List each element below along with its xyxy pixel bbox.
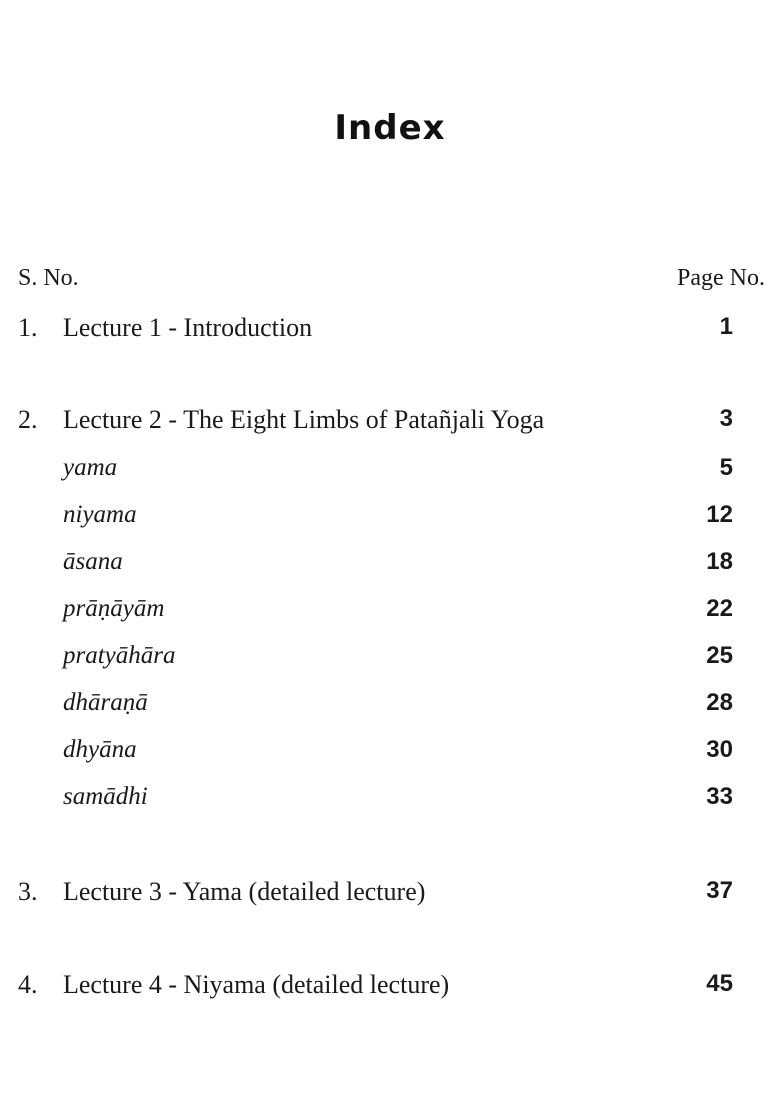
entry-title: niyama <box>63 501 137 528</box>
entry-page-number: 12 <box>706 501 733 528</box>
entry-page-number: 18 <box>706 548 733 575</box>
entry-page-number: 30 <box>706 736 733 763</box>
page-number-header: Page No. <box>677 265 765 291</box>
serial-number-header: S. No. <box>18 265 79 291</box>
entry-title: pratyāhāra <box>63 642 176 669</box>
index-entry <box>0 454 780 490</box>
entry-number: 3. <box>18 877 38 906</box>
index-entry <box>0 783 780 819</box>
index-entry <box>0 689 780 725</box>
index-entry <box>0 501 780 537</box>
entry-title: samādhi <box>63 783 148 810</box>
entry-title: Lecture 3 - Yama (detailed lecture) <box>63 877 426 906</box>
entry-title: dhyāna <box>63 736 137 763</box>
entry-title: Lecture 4 - Niyama (detailed lecture) <box>63 970 450 999</box>
entry-title: yama <box>63 454 118 481</box>
index-entry <box>0 548 780 584</box>
entry-number: 4. <box>18 970 38 999</box>
entry-page-number: 37 <box>706 877 733 904</box>
entry-title: Lecture 2 - The Eight Limbs of Patañjali Yoga <box>63 405 545 434</box>
index-entry <box>0 877 780 913</box>
entry-page-number: 33 <box>706 783 733 810</box>
entry-title: dhāraṇā <box>63 689 148 716</box>
entry-number: 2. <box>18 405 38 434</box>
entry-page-number: 5 <box>719 454 733 481</box>
index-entry <box>0 595 780 631</box>
index-entry <box>0 736 780 772</box>
entry-title: āsana <box>63 548 123 575</box>
entry-page-number: 45 <box>706 970 733 997</box>
entry-page-number: 25 <box>706 642 733 669</box>
entry-number: 1. <box>18 313 38 342</box>
index-entry <box>0 970 780 1006</box>
entry-page-number: 3 <box>719 405 733 432</box>
index-entry <box>0 642 780 678</box>
entry-page-number: 22 <box>706 595 733 622</box>
entry-page-number: 28 <box>706 689 733 716</box>
page-title: Index <box>334 108 446 148</box>
index-entry <box>0 405 780 441</box>
entry-title: Lecture 1 - Introduction <box>63 313 313 342</box>
entry-page-number: 1 <box>719 313 733 340</box>
index-entry <box>0 313 780 349</box>
entry-title: prāṇāyām <box>63 595 165 622</box>
